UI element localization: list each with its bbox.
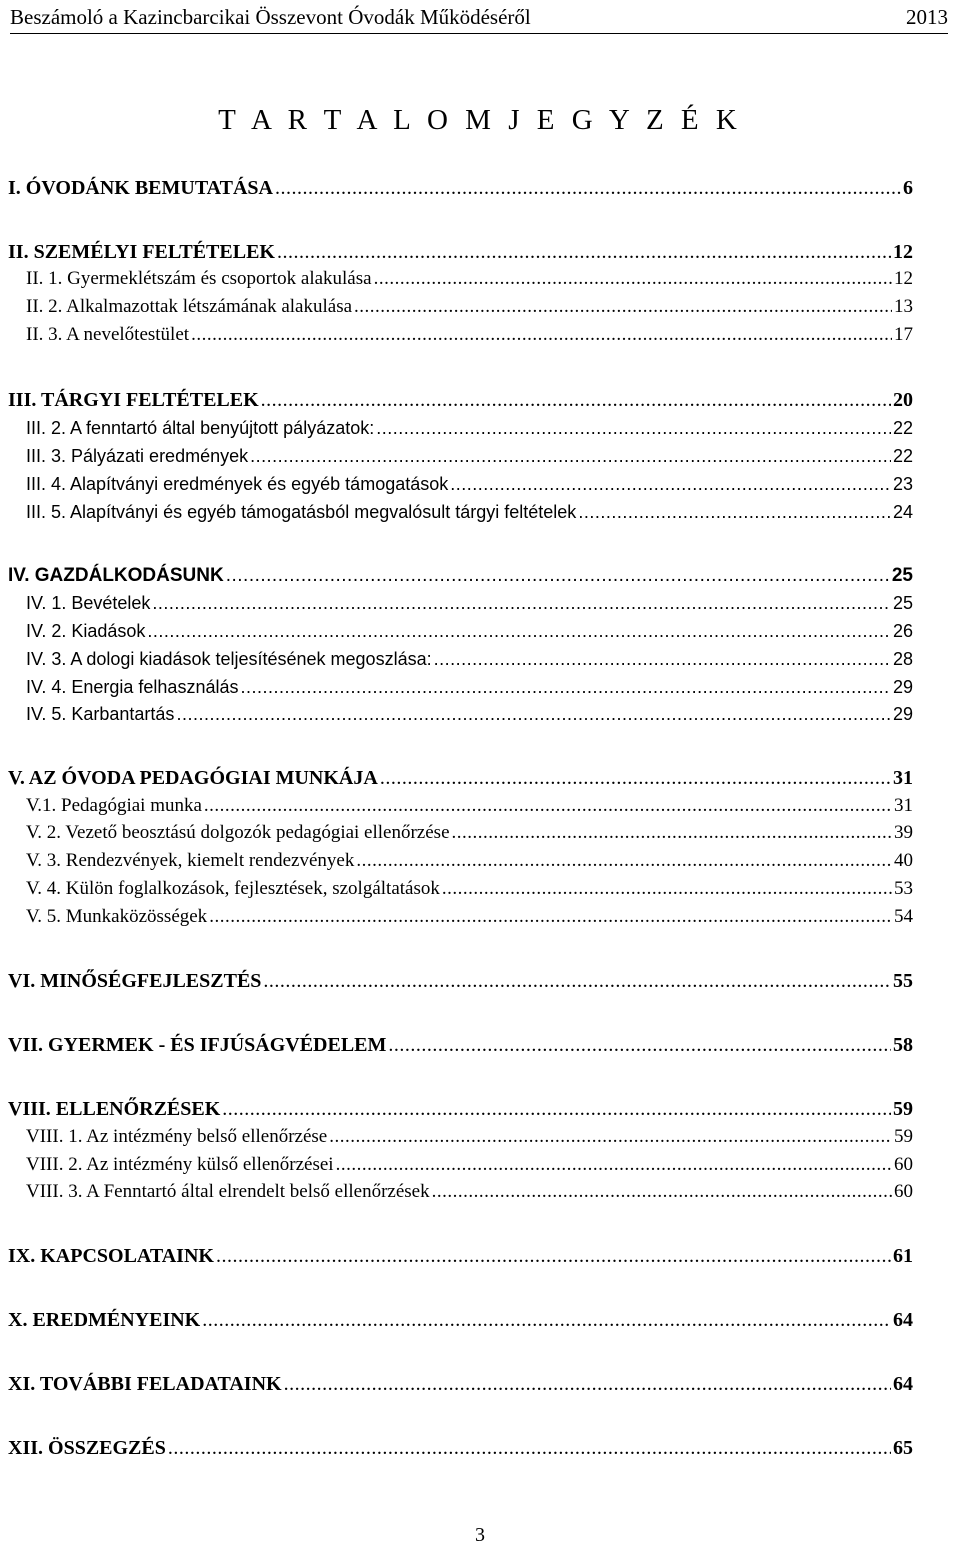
toc-entry-title: I. ÓVODÁNK BEMUTATÁSA: [8, 177, 273, 199]
toc-subsection-entry[interactable]: [26, 848, 913, 874]
toc-subsection-entry[interactable]: [26, 266, 913, 292]
toc-entry-title: III. 5. Alapítványi és egyéb támogatásból megvalósult tárgyi feltételek: [26, 502, 577, 522]
toc-entry-page: 22: [892, 418, 913, 438]
toc-entry-page: 40: [894, 850, 913, 871]
toc-section-entry[interactable]: [8, 1096, 913, 1122]
toc-entry-page: 60: [894, 1181, 913, 1202]
toc-dot-leader: [388, 1032, 891, 1058]
toc-dot-leader: [329, 1124, 892, 1150]
toc-entry-title: V. 5. Munkaközösségek: [26, 906, 208, 927]
toc-dot-leader: [240, 674, 890, 700]
toc-entry-page: 25: [891, 565, 913, 586]
toc-dot-leader: [356, 848, 892, 874]
toc-entry-page: 60: [894, 1154, 913, 1175]
toc-entry-title: VIII. 1. Az intézmény belső ellenőrzése: [26, 1126, 328, 1147]
toc-dot-leader: [284, 1371, 891, 1397]
toc-entry-page: 25: [892, 593, 913, 613]
toc-entry-page: 6: [903, 177, 913, 199]
toc-entry-title: VI. MINŐSÉGFEJLESZTÉS: [8, 970, 262, 992]
toc-subsection-entry[interactable]: [26, 701, 913, 727]
toc-dot-leader: [380, 765, 891, 791]
toc-entry-title: II. SZEMÉLYI FELTÉTELEK: [8, 241, 275, 263]
toc-subsection-entry[interactable]: [26, 471, 913, 497]
toc-dot-leader: [226, 563, 890, 589]
toc-entry-page: 31: [894, 795, 913, 816]
toc-section-entry[interactable]: [8, 1435, 913, 1461]
toc-dot-leader: [578, 499, 891, 525]
toc-dot-leader: [275, 175, 901, 201]
toc-entry-title: V.1. Pedagógiai munka: [26, 795, 202, 816]
toc-entry-title: VIII. 2. Az intézmény külső ellenőrzései: [26, 1154, 334, 1175]
toc-entry-title: V. AZ ÓVODA PEDAGÓGIAI MUNKÁJA: [8, 767, 378, 789]
toc-entry-title: IX. KAPCSOLATAINK: [8, 1245, 214, 1267]
toc-dot-leader: [168, 1435, 891, 1461]
toc-entry-page: 61: [893, 1245, 913, 1267]
toc-section-entry[interactable]: [8, 239, 913, 265]
toc-subsection-entry[interactable]: [26, 876, 913, 902]
toc-dot-leader: [261, 387, 891, 413]
toc-entry-title: X. EREDMÉNYEINK: [8, 1309, 201, 1331]
toc-entry-page: 28: [892, 649, 913, 669]
toc-entry-page: 65: [893, 1437, 913, 1459]
toc-dot-leader: [176, 701, 891, 727]
toc-entry-title: VIII. ELLENŐRZÉSEK: [8, 1098, 221, 1120]
toc-section-entry[interactable]: [8, 1307, 913, 1333]
toc-subsection-entry[interactable]: [26, 1152, 913, 1178]
toc-subsection-entry[interactable]: [26, 415, 913, 441]
toc-entry-page: 24: [892, 502, 913, 522]
toc-entry-title: II. 1. Gyermeklétszám és csoportok alakulása: [26, 268, 372, 289]
toc-entry-title: VII. GYERMEK - ÉS IFJÚSÁGVÉDELEM: [8, 1034, 387, 1056]
toc-dot-leader: [354, 294, 892, 320]
toc-subsection-entry[interactable]: [26, 499, 913, 525]
toc-subsection-entry[interactable]: [26, 820, 913, 846]
toc-dot-leader: [336, 1152, 892, 1178]
toc-entry-title: II. 3. A nevelőtestület: [26, 324, 190, 345]
toc-dot-leader: [204, 793, 892, 819]
toc-subsection-entry[interactable]: [26, 904, 913, 930]
toc-dot-leader: [432, 1179, 892, 1205]
toc-subsection-entry[interactable]: [26, 590, 913, 616]
toc-dot-leader: [434, 646, 891, 672]
toc-entry-page: 26: [892, 621, 913, 641]
toc-subsection-entry[interactable]: [26, 793, 913, 819]
toc-section-entry[interactable]: [8, 1371, 913, 1397]
toc-entry-page: 64: [893, 1309, 913, 1331]
toc-entry-page: 29: [892, 704, 913, 724]
page-number: 3: [475, 1524, 485, 1546]
toc-entry-page: 17: [894, 324, 913, 345]
toc-dot-leader: [147, 618, 891, 644]
toc-entry-title: VIII. 3. A Fenntartó által elrendelt belső ellenőrzések: [26, 1181, 430, 1202]
toc-entry-title: IV. GAZDÁLKODÁSUNK: [8, 565, 224, 586]
toc-subsection-entry[interactable]: [26, 674, 913, 700]
toc-subsection-entry[interactable]: [26, 1124, 913, 1150]
toc-entry-page: 20: [893, 389, 913, 411]
toc-dot-leader: [450, 471, 891, 497]
toc-entry-page: 23: [892, 474, 913, 494]
toc-entry-title: III. 2. A fenntartó által benyújtott pályázatok:: [26, 418, 375, 438]
toc-entry-title: III. 4. Alapítványi eredmények és egyéb támogatások: [26, 474, 449, 494]
toc-entry-page: 55: [893, 970, 913, 992]
toc-dot-leader: [277, 239, 891, 265]
toc-entry-title: V. 2. Vezető beosztású dolgozók pedagógiai ellenőrzése: [26, 822, 450, 843]
toc-entry-page: 13: [894, 296, 913, 317]
toc-entry-page: 64: [893, 1373, 913, 1395]
toc-entry-title: II. 2. Alkalmazottak létszámának alakulása: [26, 296, 353, 317]
toc-entry-title: IV. 1. Bevételek: [26, 593, 151, 613]
toc-dot-leader: [209, 904, 892, 930]
toc-subsection-entry[interactable]: [26, 618, 913, 644]
toc-section-entry[interactable]: [8, 968, 913, 994]
toc-entry-page: 58: [893, 1034, 913, 1056]
toc-section-entry[interactable]: [8, 765, 913, 791]
header-title: Beszámoló a Kazincbarcikai Összevont Óvodák Működéséről: [10, 5, 531, 29]
toc-section-entry[interactable]: [8, 1243, 913, 1269]
toc-dot-leader: [222, 1096, 891, 1122]
toc-entry-title: III. 3. Pályázati eredmények: [26, 446, 249, 466]
toc-subsection-entry[interactable]: [26, 646, 913, 672]
toc-dot-leader: [263, 968, 891, 994]
toc-dot-leader: [442, 876, 892, 902]
toc-dot-leader: [202, 1307, 891, 1333]
toc-dot-leader: [216, 1243, 891, 1269]
toc-dot-leader: [191, 322, 892, 348]
toc-dot-leader: [374, 266, 892, 292]
toc-entry-title: III. TÁRGYI FELTÉTELEK: [8, 389, 259, 411]
toc-section-entry[interactable]: [8, 387, 913, 413]
toc-entry-page: 12: [893, 241, 913, 263]
toc-subsection-entry[interactable]: [26, 322, 913, 348]
toc-entry-title: V. 4. Külön foglalkozások, fejlesztések, szolgáltatások: [26, 878, 440, 899]
toc-entry-title: XI. TOVÁBBI FELADATAINK: [8, 1373, 282, 1395]
toc-dot-leader: [376, 415, 891, 441]
toc-entry-page: 39: [894, 822, 913, 843]
toc-entry-page: 59: [894, 1126, 913, 1147]
toc-entry-title: IV. 3. A dologi kiadások teljesítésének megoszlása:: [26, 649, 432, 669]
toc-section-entry[interactable]: [8, 563, 913, 589]
toc-dot-leader: [152, 590, 891, 616]
toc-entry-title: IV. 4. Energia felhasználás: [26, 677, 239, 697]
toc-entry-page: 22: [892, 446, 913, 466]
toc-entry-page: 12: [894, 268, 913, 289]
toc-subsection-entry[interactable]: [26, 443, 913, 469]
document-title: T A R T A L O M J E G Y Z É K: [218, 104, 742, 136]
toc-dot-leader: [452, 820, 892, 846]
toc-entry-page: 59: [893, 1098, 913, 1120]
toc-section-entry[interactable]: [8, 175, 913, 201]
toc-subsection-entry[interactable]: [26, 294, 913, 320]
toc-entry-title: V. 3. Rendezvények, kiemelt rendezvények: [26, 850, 355, 871]
toc-entry-title: IV. 2. Kiadások: [26, 621, 146, 641]
toc-dot-leader: [250, 443, 891, 469]
toc-entry-title: IV. 5. Karbantartás: [26, 704, 175, 724]
toc-entry-page: 31: [893, 767, 913, 789]
toc-subsection-entry[interactable]: [26, 1179, 913, 1205]
header-year: 2013: [906, 5, 948, 29]
toc-entry-title: XII. ÖSSZEGZÉS: [8, 1437, 166, 1459]
toc-entry-page: 54: [894, 906, 913, 927]
toc-section-entry[interactable]: [8, 1032, 913, 1058]
toc-entry-page: 29: [892, 677, 913, 697]
toc-entry-page: 53: [894, 878, 913, 899]
